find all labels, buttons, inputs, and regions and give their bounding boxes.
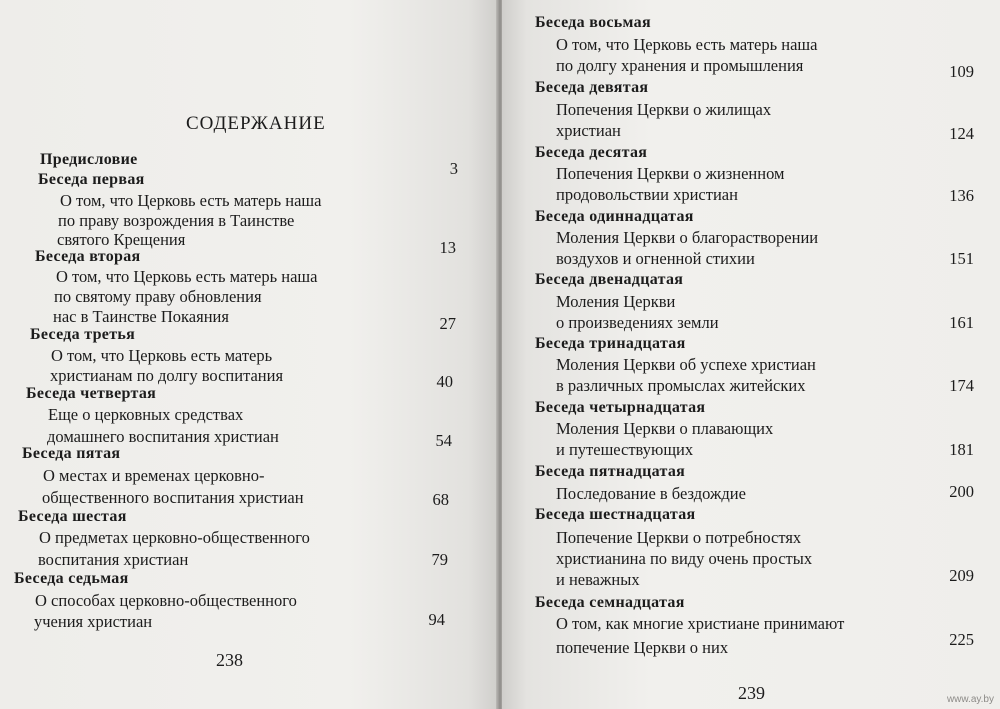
toc-entry-line: О том, что Церковь есть матерь [51,346,273,365]
toc-entry-line: Последование в бездождие [556,484,746,503]
page-number: 3 [449,159,458,178]
page-number: 225 [949,630,974,649]
toc-heading: Беседа девятая [535,79,649,96]
watermark: www.ay.by [946,694,994,705]
toc-heading: Беседа тринадцатая [535,335,686,352]
toc-heading: Беседа пятая [22,445,121,462]
toc-entry-line: Попечение Церкви о потребностях [556,528,802,547]
toc-heading: Беседа семнадцатая [535,594,685,611]
toc-entry-line: Попечения Церкви о жилищах [556,100,772,119]
toc-heading: Беседа десятая [535,144,648,161]
toc-heading: Беседа вторая [35,248,141,265]
toc-entry-line: в различных промыслах житейских [556,376,806,395]
toc-entry-line: О местах и временах церковно- [43,466,265,485]
toc-entry-line: и неважных [556,570,640,589]
toc-entry-line: О том, что Церковь есть матерь наша [60,191,322,210]
page-number: 54 [435,431,452,450]
toc-entry-line: О способах церковно-общественного [35,591,297,610]
toc-heading: Беседа четвертая [26,385,157,402]
toc-entry-line: Моления Церкви о благорастворении [556,228,819,247]
page-number: 13 [439,238,456,257]
toc-entry-line: учения христиан [34,612,153,631]
toc-entry-line: святого Крещения [57,230,186,249]
page-number: 200 [949,482,974,501]
page-number: 151 [949,249,974,268]
toc-entry-line: Попечения Церкви о жизненном [556,164,785,183]
toc-entry-line: по долгу хранения и промышления [556,56,804,75]
toc-heading: Беседа пятнадцатая [535,463,686,480]
page-number: 109 [949,62,974,81]
page-number: 124 [949,124,974,143]
toc-heading: Беседа четырнадцатая [535,399,706,416]
right-page [502,0,1000,709]
toc-heading: Предисловие [40,151,138,168]
toc-entry-line: воспитания христиан [38,550,189,569]
toc-entry-line: О том, что Церковь есть матерь наша [556,35,818,54]
toc-heading: Беседа двенадцатая [535,271,684,288]
page-number: 181 [949,440,974,459]
toc-entry-line: по праву возрождения в Таинстве [58,211,295,230]
toc-heading: Беседа первая [38,171,145,188]
toc-entry-line: христиан [556,121,621,140]
toc-entry-line: по святому праву обновления [54,287,262,306]
page-number: 94 [428,610,445,629]
toc-entry-line: воздухов и огненной стихии [556,249,755,268]
toc-heading: Беседа седьмая [14,570,129,587]
left-page [0,0,498,709]
toc-heading: Беседа шестнадцатая [535,506,696,523]
toc-entry-line: и путешествующих [556,440,694,459]
page-number: 40 [436,372,453,391]
toc-entry-line: о произведениях земли [556,313,719,332]
toc-entry-line: О предметах церковно-общественного [39,528,310,547]
page-number: 136 [949,186,974,205]
toc-entry-line: Моления Церкви об успехе христиан [556,355,816,374]
toc-entry-line: Еще о церковных средствах [48,405,244,424]
toc-heading: Беседа шестая [18,508,127,525]
toc-entry-line: О том, как многие христиане принимают [556,614,845,633]
contents-title: СОДЕРЖАНИЕ [186,113,326,134]
toc-heading: Беседа третья [30,326,136,343]
page-folio: 239 [738,683,765,703]
toc-entry-line: Моления Церкви о плавающих [556,419,774,438]
toc-entry-line: общественного воспитания христиан [42,488,304,507]
toc-entry-line: попечение Церкви о них [556,638,729,657]
page-number: 209 [949,566,974,585]
toc-entry-line: продовольствии христиан [556,185,738,204]
toc-entry-line: О том, что Церковь есть матерь наша [56,267,318,286]
toc-entry-line: Моления Церкви [556,292,676,311]
toc-entry-line: христианина по виду очень простых [556,549,813,568]
page-number: 27 [439,314,456,333]
page-folio: 238 [216,650,243,670]
toc-entry-line: христианам по долгу воспитания [50,366,284,385]
page-number: 79 [431,550,448,569]
toc-entry-line: домашнего воспитания христиан [47,427,279,446]
page-number: 161 [949,313,974,332]
toc-heading: Беседа одиннадцатая [535,208,694,225]
toc-heading: Беседа восьмая [535,14,651,31]
toc-entry-line: нас в Таинстве Покаяния [53,307,229,326]
page-number: 68 [432,490,449,509]
page-number: 174 [949,376,974,395]
